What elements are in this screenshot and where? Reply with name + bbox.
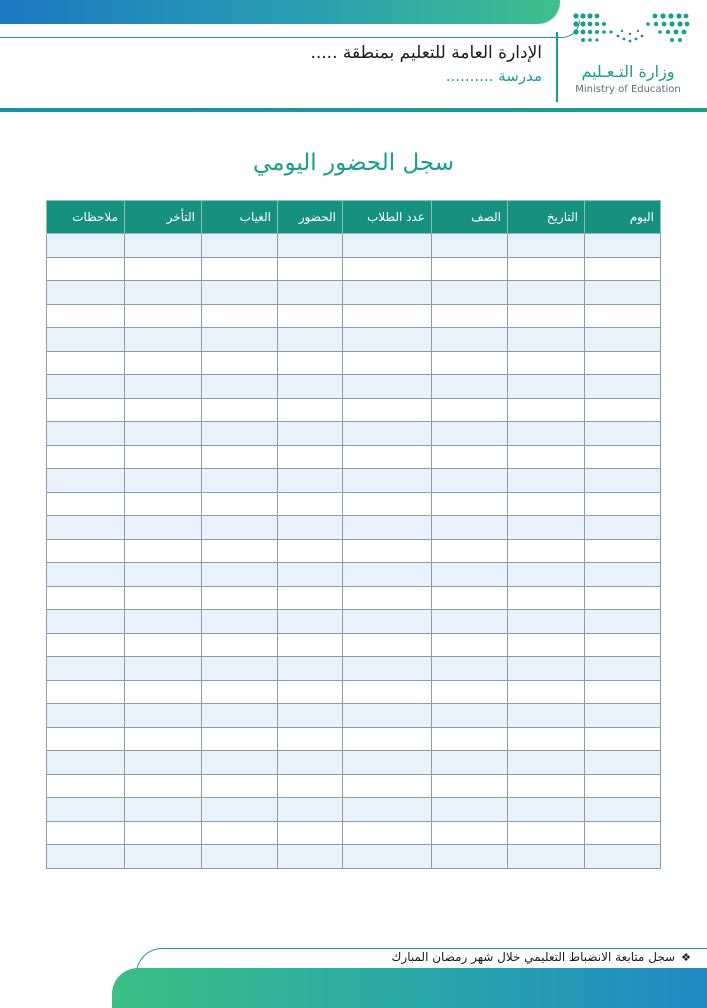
table-cell[interactable] bbox=[47, 445, 125, 469]
table-cell[interactable] bbox=[585, 845, 661, 869]
table-cell[interactable] bbox=[278, 539, 343, 563]
table-cell[interactable] bbox=[585, 257, 661, 281]
table-cell[interactable] bbox=[343, 304, 432, 328]
table-cell[interactable] bbox=[508, 539, 585, 563]
table-row bbox=[47, 328, 661, 352]
table-cell[interactable] bbox=[202, 845, 278, 869]
region-line: الإدارة العامة للتعليم بمنطقة ..... bbox=[310, 43, 542, 63]
column-header-absent: الغياب bbox=[202, 201, 278, 234]
table-row bbox=[47, 798, 661, 822]
table-cell[interactable] bbox=[343, 657, 432, 681]
table-cell[interactable] bbox=[125, 657, 202, 681]
table-cell[interactable] bbox=[432, 234, 508, 258]
table-cell[interactable] bbox=[278, 328, 343, 352]
table-cell[interactable] bbox=[343, 375, 432, 399]
table-cell[interactable] bbox=[508, 586, 585, 610]
column-header-late: التأخر bbox=[125, 201, 202, 234]
table-cell[interactable] bbox=[125, 234, 202, 258]
table-cell[interactable] bbox=[508, 398, 585, 422]
table-cell[interactable] bbox=[585, 657, 661, 681]
table-cell[interactable] bbox=[508, 257, 585, 281]
table-cell[interactable] bbox=[47, 610, 125, 634]
table-cell[interactable] bbox=[125, 375, 202, 399]
table-cell[interactable] bbox=[432, 281, 508, 305]
column-header-student-count: عدد الطلاب bbox=[343, 201, 432, 234]
table-cell[interactable] bbox=[202, 469, 278, 493]
table-cell[interactable] bbox=[278, 774, 343, 798]
table-cell[interactable] bbox=[343, 328, 432, 352]
table-cell[interactable] bbox=[278, 257, 343, 281]
table-cell[interactable] bbox=[585, 516, 661, 540]
table-cell[interactable] bbox=[343, 257, 432, 281]
table-cell[interactable] bbox=[432, 398, 508, 422]
table-body bbox=[47, 234, 661, 869]
table-cell[interactable] bbox=[202, 751, 278, 775]
table-cell[interactable] bbox=[585, 328, 661, 352]
table-cell[interactable] bbox=[202, 234, 278, 258]
ministry-logo bbox=[568, 10, 692, 102]
table-row bbox=[47, 704, 661, 728]
table-row bbox=[47, 610, 661, 634]
table-cell[interactable] bbox=[432, 751, 508, 775]
table-cell[interactable] bbox=[585, 633, 661, 657]
table-cell[interactable] bbox=[125, 304, 202, 328]
table-cell[interactable] bbox=[508, 469, 585, 493]
table-cell[interactable] bbox=[343, 398, 432, 422]
table-cell[interactable] bbox=[278, 821, 343, 845]
school-line: مدرسة .......... bbox=[445, 67, 542, 85]
column-header-date: التاريخ bbox=[508, 201, 585, 234]
table-cell[interactable] bbox=[432, 586, 508, 610]
table-cell[interactable] bbox=[278, 633, 343, 657]
table-cell[interactable] bbox=[343, 610, 432, 634]
table-cell[interactable] bbox=[508, 492, 585, 516]
table-cell[interactable] bbox=[47, 821, 125, 845]
table-cell[interactable] bbox=[278, 563, 343, 587]
table-cell[interactable] bbox=[47, 563, 125, 587]
table-cell[interactable] bbox=[432, 492, 508, 516]
table-cell[interactable] bbox=[202, 328, 278, 352]
table-cell[interactable] bbox=[585, 539, 661, 563]
column-header-notes: ملاحظات bbox=[47, 201, 125, 234]
table-cell[interactable] bbox=[47, 375, 125, 399]
table-cell[interactable] bbox=[343, 516, 432, 540]
table-row bbox=[47, 281, 661, 305]
table-cell[interactable] bbox=[508, 633, 585, 657]
table-cell[interactable] bbox=[278, 727, 343, 751]
table-cell[interactable] bbox=[125, 422, 202, 446]
table-cell[interactable] bbox=[278, 704, 343, 728]
table-cell[interactable] bbox=[47, 422, 125, 446]
table-cell[interactable] bbox=[278, 610, 343, 634]
table-row bbox=[47, 539, 661, 563]
table-cell[interactable] bbox=[585, 563, 661, 587]
table-cell[interactable] bbox=[508, 610, 585, 634]
table-cell[interactable] bbox=[432, 563, 508, 587]
table-cell[interactable] bbox=[202, 798, 278, 822]
table-cell[interactable] bbox=[508, 516, 585, 540]
table-cell[interactable] bbox=[585, 234, 661, 258]
table-row bbox=[47, 304, 661, 328]
table-cell[interactable] bbox=[278, 445, 343, 469]
table-cell[interactable] bbox=[125, 774, 202, 798]
table-cell[interactable] bbox=[343, 234, 432, 258]
table-cell[interactable] bbox=[278, 351, 343, 375]
table-cell[interactable] bbox=[432, 516, 508, 540]
table-cell[interactable] bbox=[432, 680, 508, 704]
table-cell[interactable] bbox=[125, 398, 202, 422]
table-cell[interactable] bbox=[125, 328, 202, 352]
table-cell[interactable] bbox=[278, 586, 343, 610]
table-cell[interactable] bbox=[343, 445, 432, 469]
table-cell[interactable] bbox=[47, 281, 125, 305]
table-cell[interactable] bbox=[432, 304, 508, 328]
table-cell[interactable] bbox=[278, 375, 343, 399]
table-cell[interactable] bbox=[202, 516, 278, 540]
table-cell[interactable] bbox=[47, 351, 125, 375]
table-cell[interactable] bbox=[585, 586, 661, 610]
table-row bbox=[47, 633, 661, 657]
table-cell[interactable] bbox=[508, 351, 585, 375]
table-cell[interactable] bbox=[125, 680, 202, 704]
table-cell[interactable] bbox=[47, 751, 125, 775]
table-cell[interactable] bbox=[508, 704, 585, 728]
table-cell[interactable] bbox=[202, 375, 278, 399]
table-cell[interactable] bbox=[278, 422, 343, 446]
table-cell[interactable] bbox=[432, 774, 508, 798]
table-cell[interactable] bbox=[508, 281, 585, 305]
table-cell[interactable] bbox=[202, 445, 278, 469]
table-cell[interactable] bbox=[585, 398, 661, 422]
table-cell[interactable] bbox=[202, 351, 278, 375]
table-cell[interactable] bbox=[125, 257, 202, 281]
table-cell[interactable] bbox=[47, 304, 125, 328]
table-cell[interactable] bbox=[585, 304, 661, 328]
table-cell[interactable] bbox=[343, 281, 432, 305]
table-cell[interactable] bbox=[432, 328, 508, 352]
table-row bbox=[47, 751, 661, 775]
table-cell[interactable] bbox=[202, 398, 278, 422]
table-cell[interactable] bbox=[278, 845, 343, 869]
table-row bbox=[47, 469, 661, 493]
table-cell[interactable] bbox=[202, 586, 278, 610]
table-cell[interactable] bbox=[202, 633, 278, 657]
table-cell[interactable] bbox=[432, 845, 508, 869]
table-row bbox=[47, 774, 661, 798]
table-cell[interactable] bbox=[343, 680, 432, 704]
table-cell[interactable] bbox=[202, 304, 278, 328]
table-cell[interactable] bbox=[508, 234, 585, 258]
table-cell[interactable] bbox=[47, 774, 125, 798]
table-cell[interactable] bbox=[343, 798, 432, 822]
table-row bbox=[47, 257, 661, 281]
table-cell[interactable] bbox=[508, 563, 585, 587]
footer-note bbox=[392, 950, 691, 964]
table-cell[interactable] bbox=[278, 492, 343, 516]
table-cell[interactable] bbox=[278, 516, 343, 540]
table-row bbox=[47, 234, 661, 258]
table-cell[interactable] bbox=[278, 304, 343, 328]
table-cell[interactable] bbox=[508, 375, 585, 399]
table-row bbox=[47, 351, 661, 375]
table-cell[interactable] bbox=[343, 492, 432, 516]
table-cell[interactable] bbox=[47, 680, 125, 704]
table-cell[interactable] bbox=[47, 257, 125, 281]
table-cell[interactable] bbox=[432, 257, 508, 281]
table-header-row bbox=[47, 201, 661, 234]
table-cell[interactable] bbox=[508, 774, 585, 798]
table-cell[interactable] bbox=[585, 492, 661, 516]
table-cell[interactable] bbox=[278, 657, 343, 681]
table-cell[interactable] bbox=[202, 657, 278, 681]
table-cell[interactable] bbox=[202, 257, 278, 281]
table-cell[interactable] bbox=[47, 704, 125, 728]
table-cell[interactable] bbox=[432, 539, 508, 563]
table-cell[interactable] bbox=[125, 704, 202, 728]
table-cell[interactable] bbox=[125, 445, 202, 469]
table-cell[interactable] bbox=[47, 516, 125, 540]
diamond-bullet-icon: ❖ bbox=[681, 951, 691, 964]
table-cell[interactable] bbox=[343, 727, 432, 751]
table-cell[interactable] bbox=[432, 610, 508, 634]
table-cell[interactable] bbox=[202, 704, 278, 728]
table-cell[interactable] bbox=[508, 821, 585, 845]
table-cell[interactable] bbox=[278, 234, 343, 258]
table-cell[interactable] bbox=[508, 304, 585, 328]
table-cell[interactable] bbox=[202, 680, 278, 704]
table-cell[interactable] bbox=[125, 845, 202, 869]
table-cell[interactable] bbox=[432, 633, 508, 657]
table-cell[interactable] bbox=[585, 610, 661, 634]
table-cell[interactable] bbox=[585, 469, 661, 493]
table-cell[interactable] bbox=[47, 328, 125, 352]
table-row bbox=[47, 516, 661, 540]
table-cell[interactable] bbox=[508, 328, 585, 352]
table-row bbox=[47, 563, 661, 587]
table-cell[interactable] bbox=[585, 821, 661, 845]
table-cell[interactable] bbox=[125, 563, 202, 587]
table-row bbox=[47, 375, 661, 399]
table-cell[interactable] bbox=[432, 657, 508, 681]
table-cell[interactable] bbox=[47, 234, 125, 258]
table-cell[interactable] bbox=[47, 469, 125, 493]
table-row bbox=[47, 398, 661, 422]
table-cell[interactable] bbox=[202, 539, 278, 563]
table-cell[interactable] bbox=[47, 633, 125, 657]
table-cell[interactable] bbox=[278, 680, 343, 704]
footer-note-text: سجل متابعة الانضباط التعليمي خلال شهر رمضان المبارك bbox=[391, 950, 676, 964]
table-cell[interactable] bbox=[508, 751, 585, 775]
table-row bbox=[47, 680, 661, 704]
table-cell[interactable] bbox=[432, 727, 508, 751]
table-cell[interactable] bbox=[278, 798, 343, 822]
table-cell[interactable] bbox=[125, 821, 202, 845]
table-cell[interactable] bbox=[47, 492, 125, 516]
footer-decor-band bbox=[112, 968, 707, 1008]
table-row bbox=[47, 445, 661, 469]
table-cell[interactable] bbox=[585, 774, 661, 798]
top-decor-arc bbox=[0, 20, 580, 38]
table-cell[interactable] bbox=[47, 798, 125, 822]
table-cell[interactable] bbox=[47, 539, 125, 563]
table-cell[interactable] bbox=[125, 492, 202, 516]
table-cell[interactable] bbox=[343, 821, 432, 845]
column-header-class: الصف bbox=[432, 201, 508, 234]
table-cell[interactable] bbox=[125, 281, 202, 305]
table-row bbox=[47, 821, 661, 845]
table-cell[interactable] bbox=[585, 351, 661, 375]
table-cell[interactable] bbox=[508, 680, 585, 704]
table-cell[interactable] bbox=[432, 821, 508, 845]
table-cell[interactable] bbox=[343, 563, 432, 587]
table-cell[interactable] bbox=[432, 469, 508, 493]
table-cell[interactable] bbox=[585, 704, 661, 728]
logo-arabic-name: وزارة التـعـليم bbox=[581, 62, 675, 81]
table-cell[interactable] bbox=[202, 563, 278, 587]
table-cell[interactable] bbox=[343, 539, 432, 563]
table-cell[interactable] bbox=[432, 422, 508, 446]
table-cell[interactable] bbox=[432, 798, 508, 822]
header-rule bbox=[0, 108, 707, 112]
table-cell[interactable] bbox=[585, 727, 661, 751]
table-cell[interactable] bbox=[432, 375, 508, 399]
table-cell[interactable] bbox=[202, 821, 278, 845]
table-cell[interactable] bbox=[432, 351, 508, 375]
table-cell[interactable] bbox=[202, 774, 278, 798]
table-cell[interactable] bbox=[343, 422, 432, 446]
table-cell[interactable] bbox=[202, 727, 278, 751]
table-row bbox=[47, 586, 661, 610]
table-row bbox=[47, 845, 661, 869]
ministry-logo-dots-icon bbox=[570, 12, 690, 48]
table-cell[interactable] bbox=[508, 422, 585, 446]
table-cell[interactable] bbox=[343, 751, 432, 775]
table-cell[interactable] bbox=[585, 281, 661, 305]
table-cell[interactable] bbox=[125, 633, 202, 657]
column-header-present: الحضور bbox=[278, 201, 343, 234]
table-cell[interactable] bbox=[125, 516, 202, 540]
table-cell[interactable] bbox=[343, 704, 432, 728]
table-cell[interactable] bbox=[343, 774, 432, 798]
table-cell[interactable] bbox=[125, 539, 202, 563]
logo-english-name: Ministry of Education bbox=[575, 84, 681, 95]
table-cell[interactable] bbox=[125, 586, 202, 610]
table-cell[interactable] bbox=[202, 281, 278, 305]
table-cell[interactable] bbox=[343, 469, 432, 493]
table-cell[interactable] bbox=[343, 845, 432, 869]
table-cell[interactable] bbox=[432, 704, 508, 728]
table-row bbox=[47, 727, 661, 751]
table-cell[interactable] bbox=[278, 281, 343, 305]
table-cell[interactable] bbox=[278, 751, 343, 775]
table-cell[interactable] bbox=[585, 422, 661, 446]
table-row bbox=[47, 657, 661, 681]
table-cell[interactable] bbox=[47, 398, 125, 422]
table-cell[interactable] bbox=[508, 845, 585, 869]
table-cell[interactable] bbox=[343, 633, 432, 657]
table-cell[interactable] bbox=[432, 445, 508, 469]
header-divider bbox=[556, 32, 558, 102]
table-row bbox=[47, 422, 661, 446]
table-cell[interactable] bbox=[585, 680, 661, 704]
table-cell[interactable] bbox=[508, 727, 585, 751]
column-header-day: اليوم bbox=[585, 201, 661, 234]
table-cell[interactable] bbox=[47, 727, 125, 751]
table-cell[interactable] bbox=[125, 469, 202, 493]
table-cell[interactable] bbox=[585, 798, 661, 822]
table-cell[interactable] bbox=[125, 727, 202, 751]
table-cell[interactable] bbox=[125, 351, 202, 375]
table-cell[interactable] bbox=[585, 375, 661, 399]
attendance-table bbox=[46, 200, 661, 869]
table-cell[interactable] bbox=[202, 610, 278, 634]
table-cell[interactable] bbox=[47, 657, 125, 681]
table-cell[interactable] bbox=[508, 657, 585, 681]
table-cell[interactable] bbox=[47, 586, 125, 610]
table-row bbox=[47, 492, 661, 516]
header-text bbox=[310, 42, 542, 86]
table-cell[interactable] bbox=[343, 586, 432, 610]
table-cell[interactable] bbox=[508, 445, 585, 469]
table-cell[interactable] bbox=[278, 398, 343, 422]
table-cell[interactable] bbox=[47, 845, 125, 869]
table-cell[interactable] bbox=[585, 445, 661, 469]
table-cell[interactable] bbox=[202, 422, 278, 446]
table-cell[interactable] bbox=[202, 492, 278, 516]
table-cell[interactable] bbox=[343, 351, 432, 375]
table-cell[interactable] bbox=[125, 751, 202, 775]
table-cell[interactable] bbox=[508, 798, 585, 822]
page-title: سجل الحضور اليومي bbox=[252, 150, 455, 176]
table-cell[interactable] bbox=[125, 798, 202, 822]
table-cell[interactable] bbox=[125, 610, 202, 634]
table-cell[interactable] bbox=[278, 469, 343, 493]
table-cell[interactable] bbox=[585, 751, 661, 775]
